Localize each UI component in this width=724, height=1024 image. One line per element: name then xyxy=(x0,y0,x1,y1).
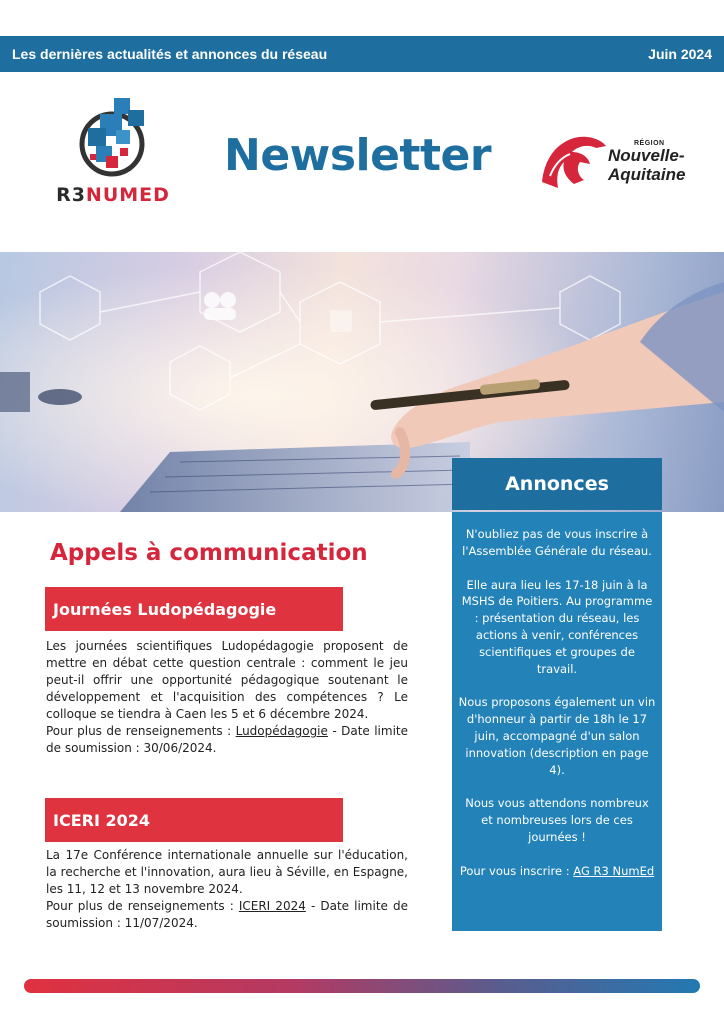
region-logo xyxy=(536,132,706,194)
announcement-p3: Nous proposons également un vin d'honneur à partir de 18h le 17 juin, accompagné d'un salon innovation (description en page 4). xyxy=(458,695,656,777)
iceri-info-after: - Date limite de soumission : 11/07/2024. xyxy=(46,899,408,930)
announcement-p2: Elle aura lieu les 17-18 juin à la MSHS de Poitiers. Au programme : présentation du réseau, les actions à venir, conférences scientifiques et groupes de travail. xyxy=(461,577,653,676)
newsletter-title: Newsletter xyxy=(224,130,492,181)
iceri-text-block xyxy=(46,847,408,932)
iceri-link[interactable]: ICERI 2024 xyxy=(238,899,306,913)
region-line1: Nouvelle- xyxy=(608,146,685,165)
iceri-info-before: Pour plus de renseignements : xyxy=(46,899,239,913)
logo-suffix: NUMED xyxy=(85,184,170,206)
iceri-info xyxy=(46,898,408,932)
r3numed-logo-text xyxy=(48,184,178,206)
calls-section-title: Appels à communication xyxy=(50,540,368,566)
logo-prefix: R3 xyxy=(56,184,86,206)
r3numed-logo xyxy=(48,96,178,211)
region-lion-icon xyxy=(536,132,608,194)
ludo-link[interactable]: Ludopédagogie xyxy=(235,724,328,738)
announcement-p5 xyxy=(458,863,656,880)
r3numed-logo-icon xyxy=(76,96,156,182)
ludo-label: Journées Ludopédagogie xyxy=(45,587,343,631)
announcements-box xyxy=(452,512,662,931)
ludo-info-after: - Date limite de soumission : 30/06/2024. xyxy=(46,724,409,755)
announcement-p5-before: Pour vous inscrire : xyxy=(459,863,574,878)
region-small-label: RÉGION xyxy=(634,140,665,147)
ag-register-link[interactable]: AG R3 NumEd xyxy=(573,863,655,878)
announcement-p1: N'oubliez pas de vous inscrire à l'Assemblée Générale du réseau. xyxy=(462,527,652,558)
region-line2: Aquitaine xyxy=(608,165,686,184)
ludo-info xyxy=(46,723,408,757)
ludo-text-block xyxy=(46,638,408,757)
banner-date: Juin 2024 xyxy=(648,46,712,62)
bottom-gradient-bar xyxy=(24,979,700,993)
announcements-title: Annonces xyxy=(452,458,662,510)
top-banner xyxy=(0,36,724,72)
region-name xyxy=(608,146,685,184)
iceri-label: ICERI 2024 xyxy=(45,798,343,842)
iceri-description: La 17e Conférence internationale annuelle sur l'éducation, la recherche et l'innovation, aura lieu à Séville, en Espagne, les 11, 12 et 13 novembre 2024. xyxy=(46,848,408,896)
banner-tagline: Les dernières actualités et annonces du réseau xyxy=(12,46,328,62)
ludo-info-before: Pour plus de renseignements : xyxy=(46,724,236,738)
announcement-p4: Nous vous attendons nombreux et nombreuses lors de ces journées ! xyxy=(465,796,649,844)
ludo-description: Les journées scientifiques Ludopédagogie proposent de mettre en débat cette question centrale : comment le jeu peut-il offrir une opportunité pédagogique soutenant le développement et l'acquisition des compétences ? Le colloque se tiendra à Caen les 5 et 6 décembre 2024. xyxy=(46,639,408,721)
